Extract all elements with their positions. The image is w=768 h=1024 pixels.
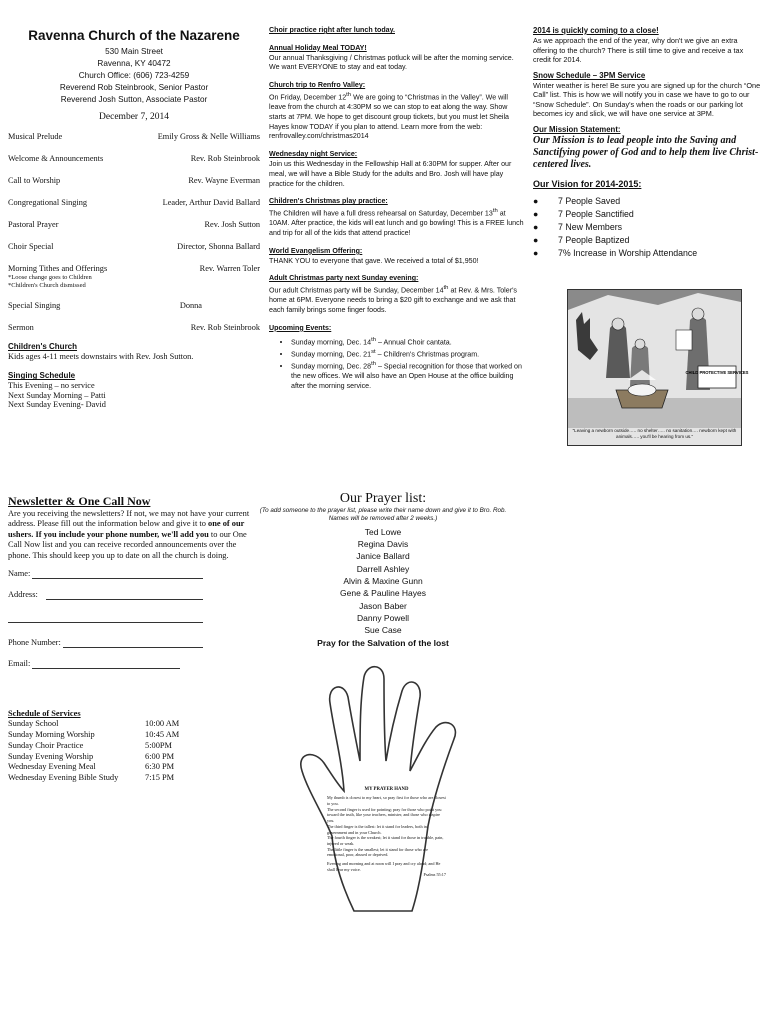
bulletin-date: December 7, 2014	[99, 111, 169, 122]
program-row	[8, 301, 260, 311]
email-line[interactable]	[32, 658, 180, 669]
newsletter-text-bold: one of our ushers. If you include your phone number, we'll add you	[8, 519, 245, 539]
nativity-cartoon	[567, 289, 749, 446]
play-text-part: The Children will have a full dress rehearsal on Saturday, December 13	[269, 209, 493, 218]
vision-list	[533, 195, 763, 260]
program-leader: Rev. Rob Steinbrook	[190, 323, 260, 333]
program-row	[8, 220, 260, 230]
prayer-hand-line: The second finger is used for pointing; pray for those who point you toward the truth, like your teachers, minister, and those who inspire you.	[327, 806, 442, 824]
prayer-list	[258, 491, 508, 648]
name-line[interactable]	[32, 568, 203, 579]
program-row	[8, 264, 260, 274]
program-item: Morning Tithes and Offerings	[8, 264, 108, 274]
adult-text-part: at Rev. & Mrs. Toler's home at 6PM. Everyone needs to bring a $20 gift to exchange and we ask that each family brings some finger foods.	[269, 286, 517, 315]
service-time: 6:30 PM	[145, 762, 175, 772]
play-practice-text	[269, 207, 525, 239]
program-leader: Leader, Arthur David Ballard	[162, 197, 260, 207]
play-text-part: at 10AM. After practice, the kids will eat lunch and go bowling! This is a FREE lunch and trip for all of the kids that attend practice!	[269, 209, 524, 237]
prayer-name: Danny Powell	[357, 612, 409, 623]
program-item: Musical Prelude	[8, 131, 63, 141]
cartoon-sign	[686, 370, 749, 375]
childrens-church-text: Kids ages 4-11 meets downstairs with Rev. Josh Sutton.	[8, 352, 194, 362]
phone-line[interactable]	[63, 637, 203, 648]
adult-text-part: Our adult Christmas party will be Sunday, December 14	[269, 286, 444, 295]
holiday-meal-heading: Annual Holiday Meal TODAY!	[269, 43, 367, 52]
table-row	[8, 773, 253, 784]
service-time: 10:00 AM	[145, 719, 180, 729]
prayer-name: Ted Lowe	[364, 526, 402, 537]
announcements	[269, 26, 525, 392]
snow-schedule-heading: Snow Schedule – 3PM Service	[533, 70, 646, 80]
prayer-list-heading: Our Prayer list:	[339, 491, 427, 506]
service-name: Wednesday Evening Meal	[8, 762, 96, 772]
program-row	[8, 323, 260, 333]
newsletter-text-part: Are you receiving the newsletters? If not, we may not have your current address. Please fill out the information below and give it to	[8, 508, 250, 529]
service-name: Wednesday Evening Bible Study	[8, 773, 119, 783]
evangelism-heading: World Evangelism Offering:	[269, 246, 363, 255]
email-field[interactable]	[8, 658, 180, 669]
event-desc: – Children's Christmas program.	[375, 350, 480, 359]
program-row	[8, 176, 260, 186]
adult-party-heading: Adult Christmas party next Sunday evening:	[269, 274, 419, 283]
office-phone: Church Office: (606) 723-4259	[78, 71, 190, 81]
vision-goal: 7 People Sanctified	[558, 209, 634, 220]
address-line-1: 530 Main Street	[105, 47, 163, 57]
service-time: 5:00PM	[145, 740, 172, 750]
program-leader: Emily Gross & Nelle Williams	[157, 131, 260, 141]
snow-schedule-text: Winter weather is here! Be sure you are signed up for the church “One Call” list. This is how we will notify you in case we have to go to our “Snow Schedule”. On Sunday's when the roads or our parking lot becomes icy and slick, we will have one service at 3PM.	[533, 80, 761, 119]
program-item: Sermon	[8, 323, 34, 333]
renfro-date-suffix: th	[346, 91, 352, 98]
prayer-hand-line: The fourth finger is the weakest; let it stand for those in trouble, pain, injured or weak.	[327, 835, 444, 846]
newsletter-text	[8, 509, 253, 561]
prayer-name: Sue Case	[364, 625, 402, 636]
service-time: 7:15 PM	[145, 773, 175, 783]
service-time: 6:00 PM	[145, 751, 175, 761]
table-row	[8, 762, 253, 773]
holiday-meal-text: Our annual Thanksgiving / Christmas potluck will be after the morning service. We want EVERYONE to stay and eat today.	[269, 53, 514, 72]
program-item: Welcome & Announcements	[8, 153, 104, 163]
program-item: Call to Worship	[8, 175, 61, 185]
list-item	[291, 336, 525, 348]
bullet-icon: ●	[533, 235, 539, 246]
right-column	[533, 26, 763, 260]
address-label: Address:	[8, 589, 38, 599]
church-address	[8, 46, 260, 105]
year-end-text: As we approach the end of the year, why don't we give an extra offering to the church? There is still time to give and receive a tax credit for 2014.	[533, 36, 744, 65]
program-leader: Rev. Rob Steinbrook	[190, 153, 260, 163]
wednesday-text: Join us this Wednesday in the Fellowship Hall at 6:30PM for supper. After our meal, we will have a Bible Study for the adults and Bro. Josh will have play practice for the children.	[269, 159, 512, 188]
singing-schedule	[8, 381, 260, 410]
event-date-suffix: th	[371, 360, 376, 367]
address-line-2[interactable]	[8, 612, 203, 623]
event-date: Sunday morning, Dec. 21	[291, 350, 372, 359]
choir-practice-heading: Choir practice right after lunch today.	[269, 26, 395, 34]
program-item: Special Singing	[8, 301, 61, 311]
prayer-hand-title: MY PRAYER HAND	[364, 787, 409, 792]
service-time: 10:45 AM	[145, 730, 180, 740]
program-leader: Director, Shonna Ballard	[177, 242, 260, 252]
prayer-name: Alvin & Maxine Gunn	[343, 575, 423, 586]
prayer-hand-text	[327, 787, 446, 878]
event-date-suffix: th	[371, 336, 376, 343]
renfro-details: We are going to “Christmas in the Valley”. We will leave from the church at 4:30PM so we can stop to eat along the way. Show starts at 7PM. We hope to get discount group tickets, but you must let Sheila Hayes know TODAY if you plan to attend. Learn more from the web: renfrovalley.com/christmas2014	[269, 93, 509, 141]
phone-label: Phone Number:	[8, 637, 61, 647]
list-item	[533, 234, 763, 247]
bullet-icon: ●	[533, 209, 539, 220]
vision-goal: 7 New Members	[558, 222, 623, 233]
prayer-hand-line: Evening and morning and at noon will I pray and cry aloud; and He shall hear my voice.	[327, 860, 441, 872]
prayer-hand-line: The little finger is the smallest; let it stand for those who are emotional, poor, abused or deprived.	[327, 846, 428, 858]
upcoming-events-heading: Upcoming Events:	[269, 323, 332, 332]
program-row	[8, 198, 260, 208]
event-date: Sunday morning, Dec. 14	[291, 337, 372, 346]
prayer-name: Jason Baber	[359, 600, 407, 611]
cartoon-caption: “Leaving a newborn outside….. no shelter….. no sanitation…. newborn kept with animals….. you'll be hearing from us.”	[572, 428, 737, 439]
year-end-heading: 2014 is quickly coming to a close!	[533, 26, 659, 35]
list-item	[533, 221, 763, 234]
prayer-name: Darrell Ashley	[356, 563, 410, 574]
childrens-church-heading: Children's Church	[8, 342, 78, 352]
event-desc: – Special recognition for those that worked on the new offices. We will also have an Open House at the office building after the morning service.	[291, 362, 522, 390]
event-desc: – Annual Choir cantata.	[376, 337, 452, 346]
offering-note: *Children's Church dismissed	[8, 281, 86, 289]
table-row	[8, 719, 253, 730]
program-row	[8, 242, 260, 252]
prayer-list-note: (To add someone to the prayer list, please write their name down and give it to Bro. Rob. Names will be removed after 2 weeks.)	[259, 507, 507, 522]
program-leader: Rev. Warren Toler	[199, 264, 260, 274]
mission-heading: Our Mission Statement:	[533, 124, 621, 134]
table-row	[8, 752, 253, 763]
table-row	[8, 730, 253, 741]
cartoon-sign-text: CHILD PROTECTIVE SERVICES	[685, 370, 749, 375]
vision-heading: Our Vision for 2014-2015:	[533, 179, 642, 190]
bullet-icon: ●	[533, 222, 539, 233]
program-item: Choir Special	[8, 242, 54, 252]
renfro-heading: Church trip to Renfro Valley:	[269, 81, 366, 90]
name-field[interactable]	[8, 568, 203, 579]
senior-pastor: Reverend Rob Steinbrook, Senior Pastor	[59, 83, 209, 93]
offering-note: *Loose change goes to Children	[8, 274, 92, 282]
email-label: Email:	[8, 658, 31, 668]
event-date-suffix: st	[371, 348, 376, 355]
service-name: Sunday Choir Practice	[8, 740, 84, 750]
adult-date-suffix: th	[443, 285, 449, 292]
vision-goal: 7 People Saved	[558, 196, 621, 207]
prayer-name: Janice Ballard	[356, 551, 410, 562]
newsletter-heading: Newsletter & One Call Now	[8, 494, 151, 508]
list-item	[533, 195, 763, 208]
vision-goal: 7 People Baptized	[558, 235, 630, 246]
list-item	[291, 360, 525, 392]
nativity-cartoon-drawing	[568, 290, 749, 445]
adult-party-text	[269, 284, 525, 316]
prayer-hand-line: The third finger is the tallest: let it stand for leaders, both in government and in your Church.	[327, 823, 427, 835]
play-date-suffix: th	[492, 208, 498, 215]
service-name: Sunday Evening Worship	[8, 751, 94, 761]
prayer-name: Regina Davis	[357, 539, 409, 550]
program-row	[8, 154, 260, 164]
wednesday-heading: Wednesday night Service:	[269, 150, 358, 159]
program-leader: Rev. Wayne Everman	[188, 175, 260, 185]
newsletter-text-part: to our One Call Now list and you can receive recorded announcements over the phone. This should keep you up to date on all the church is doing.	[8, 529, 247, 560]
renfro-date: On Friday, December 12	[269, 93, 347, 102]
salvation-prayer: Pray for the Salvation of the lost	[317, 637, 449, 648]
name-label: Name:	[8, 568, 31, 578]
table-row	[8, 741, 253, 752]
prayer-name: Gene & Pauline Hayes	[340, 588, 426, 599]
list-item	[533, 208, 763, 221]
vision-goal: 7% Increase in Worship Attendance	[558, 248, 698, 259]
service-name: Sunday School	[8, 719, 59, 729]
order-of-service	[8, 28, 260, 410]
program-row	[8, 132, 260, 142]
associate-pastor: Reverend Josh Sutton, Associate Pastor	[60, 95, 208, 105]
list-item	[533, 247, 763, 260]
upcoming-events-list	[269, 336, 525, 392]
singing-line: Next Sunday Evening- David	[8, 400, 106, 410]
address-field-2[interactable]	[8, 612, 203, 623]
list-item	[291, 348, 525, 360]
service-name: Sunday Morning Worship	[8, 730, 95, 740]
play-practice-heading: Children's Christmas play practice:	[269, 197, 388, 206]
services-heading: Schedule of Services	[8, 708, 81, 718]
singing-schedule-heading: Singing Schedule	[8, 371, 76, 381]
address-line-2: Ravenna, KY 40472	[97, 59, 171, 69]
prayer-hand-line: My thumb is closest to my heart, so pray first for those who are closest to you.	[327, 795, 446, 807]
mission-statement: Our Mission is to lead people into the Saving and Sanctifying power of God and to help them live Christ-centered lives.	[533, 134, 759, 171]
address-field[interactable]	[8, 589, 203, 600]
phone-field[interactable]	[8, 637, 203, 648]
bullet-icon: ●	[533, 248, 539, 259]
program-leader: Donna	[179, 301, 202, 311]
bullet-icon: ●	[533, 196, 539, 207]
renfro-text	[269, 91, 525, 142]
program-item: Pastoral Prayer	[8, 219, 59, 229]
prayer-hand-verse: Psalms 55:17	[423, 872, 446, 878]
evangelism-text: THANK YOU to everyone that gave. We received a total of $1,950!	[269, 256, 479, 265]
singing-line: Next Sunday Morning – Patti	[8, 390, 106, 400]
program-item: Congregational Singing	[8, 197, 88, 207]
singing-line: This Evening – no service	[8, 381, 95, 391]
church-name: Ravenna Church of the Nazarene	[28, 28, 240, 43]
address-line[interactable]	[46, 589, 203, 600]
program-leader: Rev. Josh Sutton	[204, 219, 260, 229]
newsletter-section	[8, 494, 253, 784]
event-date: Sunday morning, Dec. 28	[291, 362, 372, 371]
